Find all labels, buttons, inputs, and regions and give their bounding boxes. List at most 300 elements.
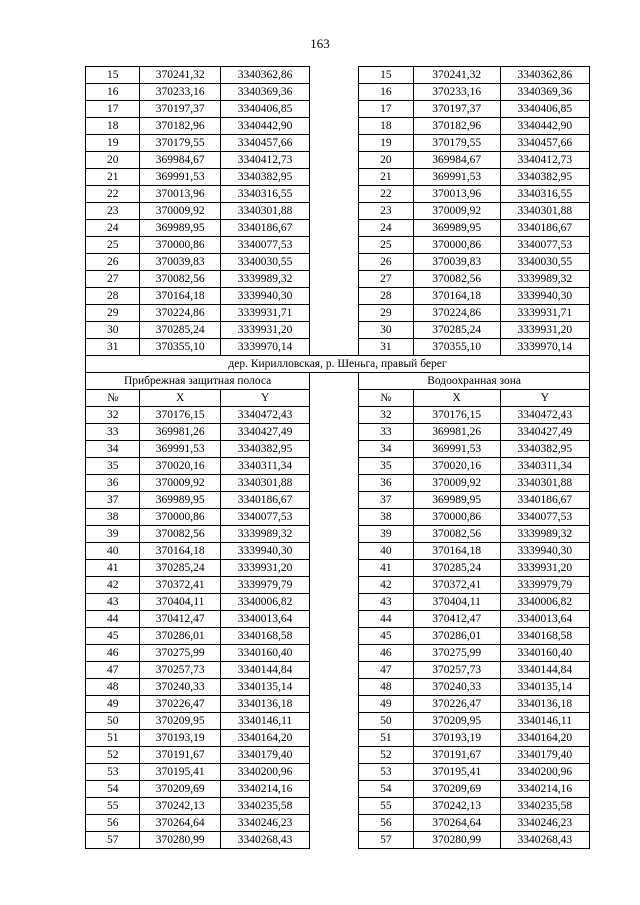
right-y-coordinate: 3340311,34 <box>500 458 589 475</box>
left-y-coordinate: 3340077,53 <box>220 509 309 526</box>
right-point-number: 56 <box>359 815 413 832</box>
left-y-coordinate: 3340136,18 <box>220 696 309 713</box>
left-point-number: 44 <box>86 611 140 628</box>
right-point-number: 28 <box>359 288 413 305</box>
right-y-coordinate: 3340442,90 <box>500 118 589 135</box>
left-y-coordinate: 3339931,20 <box>220 560 309 577</box>
column-header-row <box>86 390 590 407</box>
left-x-coordinate: 370412,47 <box>140 611 221 628</box>
right-x-coordinate: 370280,99 <box>413 832 500 849</box>
table-row <box>86 305 590 322</box>
table-row <box>86 662 590 679</box>
table-row <box>86 645 590 662</box>
right-x-coordinate: 370257,73 <box>413 662 500 679</box>
left-x-coordinate: 370009,92 <box>140 203 221 220</box>
top-rows <box>86 67 590 356</box>
right-point-number: 25 <box>359 237 413 254</box>
table-row <box>86 781 590 798</box>
right-x-coordinate: 370013,96 <box>413 186 500 203</box>
right-point-number: 26 <box>359 254 413 271</box>
right-point-number: 37 <box>359 492 413 509</box>
table-row <box>86 322 590 339</box>
table-row <box>86 407 590 424</box>
left-x-coordinate: 370209,95 <box>140 713 221 730</box>
left-point-number: 41 <box>86 560 140 577</box>
table-row <box>86 84 590 101</box>
table-row <box>86 628 590 645</box>
column-gap <box>310 645 359 662</box>
right-x-coordinate: 370179,55 <box>413 135 500 152</box>
right-point-number: 51 <box>359 730 413 747</box>
right-point-number: 16 <box>359 84 413 101</box>
left-point-number: 25 <box>86 237 140 254</box>
left-y-coordinate: 3339940,30 <box>220 288 309 305</box>
left-col-y-header: Y <box>220 390 309 407</box>
left-point-number: 33 <box>86 424 140 441</box>
right-point-number: 23 <box>359 203 413 220</box>
left-x-coordinate: 370209,69 <box>140 781 221 798</box>
left-y-coordinate: 3340311,34 <box>220 458 309 475</box>
table-row <box>86 118 590 135</box>
table-row <box>86 475 590 492</box>
left-y-coordinate: 3339931,71 <box>220 305 309 322</box>
table-row <box>86 815 590 832</box>
right-y-coordinate: 3340030,55 <box>500 254 589 271</box>
right-zone-title: Водоохранная зона <box>359 373 590 390</box>
column-gap <box>310 458 359 475</box>
table-row <box>86 730 590 747</box>
left-y-coordinate: 3340427,49 <box>220 424 309 441</box>
right-y-coordinate: 3340369,36 <box>500 84 589 101</box>
left-x-coordinate: 370233,16 <box>140 84 221 101</box>
left-x-coordinate: 370000,86 <box>140 237 221 254</box>
left-point-number: 21 <box>86 169 140 186</box>
column-gap <box>310 543 359 560</box>
right-y-coordinate: 3339979,79 <box>500 577 589 594</box>
table-row <box>86 186 590 203</box>
left-point-number: 16 <box>86 84 140 101</box>
right-point-number: 35 <box>359 458 413 475</box>
left-x-coordinate: 370182,96 <box>140 118 221 135</box>
right-x-coordinate: 370164,18 <box>413 288 500 305</box>
right-y-coordinate: 3340246,23 <box>500 815 589 832</box>
right-point-number: 31 <box>359 339 413 356</box>
left-x-coordinate: 370240,33 <box>140 679 221 696</box>
column-gap <box>310 254 359 271</box>
table-row <box>86 339 590 356</box>
left-y-coordinate: 3340246,23 <box>220 815 309 832</box>
table-row <box>86 832 590 849</box>
right-y-coordinate: 3339989,32 <box>500 271 589 288</box>
right-x-coordinate: 370009,92 <box>413 203 500 220</box>
column-gap <box>310 628 359 645</box>
table-row <box>86 560 590 577</box>
right-point-number: 15 <box>359 67 413 84</box>
table-row <box>86 169 590 186</box>
right-col-number-header: № <box>359 390 413 407</box>
right-x-coordinate: 370020,16 <box>413 458 500 475</box>
left-x-coordinate: 369989,95 <box>140 220 221 237</box>
left-x-coordinate: 370020,16 <box>140 458 221 475</box>
right-x-coordinate: 370082,56 <box>413 271 500 288</box>
table-row <box>86 526 590 543</box>
right-x-coordinate: 370241,32 <box>413 67 500 84</box>
right-x-coordinate: 369991,53 <box>413 441 500 458</box>
table-row <box>86 152 590 169</box>
left-y-coordinate: 3339989,32 <box>220 271 309 288</box>
right-point-number: 42 <box>359 577 413 594</box>
right-point-number: 54 <box>359 781 413 798</box>
right-y-coordinate: 3340179,40 <box>500 747 589 764</box>
right-x-coordinate: 370082,56 <box>413 526 500 543</box>
left-point-number: 47 <box>86 662 140 679</box>
column-gap <box>310 152 359 169</box>
column-gap <box>310 373 359 390</box>
column-gap <box>310 594 359 611</box>
left-y-coordinate: 3340268,43 <box>220 832 309 849</box>
left-point-number: 30 <box>86 322 140 339</box>
right-point-number: 29 <box>359 305 413 322</box>
left-x-coordinate: 370241,32 <box>140 67 221 84</box>
right-x-coordinate: 370264,64 <box>413 815 500 832</box>
column-gap <box>310 475 359 492</box>
right-x-coordinate: 370164,18 <box>413 543 500 560</box>
table-row <box>86 441 590 458</box>
left-zone-title: Прибрежная защитная полоса <box>86 373 310 390</box>
left-x-coordinate: 369991,53 <box>140 169 221 186</box>
left-x-coordinate: 369991,53 <box>140 441 221 458</box>
left-y-coordinate: 3340472,43 <box>220 407 309 424</box>
left-x-coordinate: 370164,18 <box>140 288 221 305</box>
right-x-coordinate: 370412,47 <box>413 611 500 628</box>
table-row <box>86 611 590 628</box>
right-point-number: 24 <box>359 220 413 237</box>
left-x-coordinate: 370164,18 <box>140 543 221 560</box>
column-gap <box>310 509 359 526</box>
left-y-coordinate: 3340006,82 <box>220 594 309 611</box>
left-y-coordinate: 3340186,67 <box>220 492 309 509</box>
column-gap <box>310 730 359 747</box>
left-point-number: 45 <box>86 628 140 645</box>
left-x-coordinate: 370242,13 <box>140 798 221 815</box>
right-y-coordinate: 3339931,20 <box>500 560 589 577</box>
right-point-number: 20 <box>359 152 413 169</box>
left-point-number: 39 <box>86 526 140 543</box>
column-gap <box>310 186 359 203</box>
table-row <box>86 543 590 560</box>
left-point-number: 38 <box>86 509 140 526</box>
left-point-number: 56 <box>86 815 140 832</box>
section-head <box>86 356 590 407</box>
column-gap <box>310 441 359 458</box>
left-y-coordinate: 3340301,88 <box>220 475 309 492</box>
left-x-coordinate: 370286,01 <box>140 628 221 645</box>
table-row <box>86 747 590 764</box>
left-point-number: 35 <box>86 458 140 475</box>
right-x-coordinate: 370242,13 <box>413 798 500 815</box>
right-point-number: 44 <box>359 611 413 628</box>
left-y-coordinate: 3339931,20 <box>220 322 309 339</box>
right-y-coordinate: 3340168,58 <box>500 628 589 645</box>
right-y-coordinate: 3340301,88 <box>500 203 589 220</box>
right-x-coordinate: 369991,53 <box>413 169 500 186</box>
right-x-coordinate: 370176,15 <box>413 407 500 424</box>
left-y-coordinate: 3340301,88 <box>220 203 309 220</box>
left-x-coordinate: 369984,67 <box>140 152 221 169</box>
left-x-coordinate: 370009,92 <box>140 475 221 492</box>
left-point-number: 53 <box>86 764 140 781</box>
column-gap <box>310 747 359 764</box>
left-point-number: 49 <box>86 696 140 713</box>
column-gap <box>310 288 359 305</box>
left-x-coordinate: 370264,64 <box>140 815 221 832</box>
right-point-number: 41 <box>359 560 413 577</box>
column-gap <box>310 237 359 254</box>
right-point-number: 30 <box>359 322 413 339</box>
left-x-coordinate: 370082,56 <box>140 271 221 288</box>
right-x-coordinate: 369981,26 <box>413 424 500 441</box>
right-x-coordinate: 370226,47 <box>413 696 500 713</box>
column-gap <box>310 101 359 118</box>
right-y-coordinate: 3340427,49 <box>500 424 589 441</box>
right-y-coordinate: 3340160,40 <box>500 645 589 662</box>
left-point-number: 26 <box>86 254 140 271</box>
table-row <box>86 492 590 509</box>
left-y-coordinate: 3340077,53 <box>220 237 309 254</box>
left-y-coordinate: 3340362,86 <box>220 67 309 84</box>
right-x-coordinate: 370224,86 <box>413 305 500 322</box>
table-row <box>86 254 590 271</box>
right-point-number: 19 <box>359 135 413 152</box>
column-gap <box>310 203 359 220</box>
left-point-number: 42 <box>86 577 140 594</box>
left-point-number: 43 <box>86 594 140 611</box>
table-row <box>86 220 590 237</box>
right-y-coordinate: 3340406,85 <box>500 101 589 118</box>
right-point-number: 34 <box>359 441 413 458</box>
right-x-coordinate: 369984,67 <box>413 152 500 169</box>
left-point-number: 18 <box>86 118 140 135</box>
table-row <box>86 101 590 118</box>
right-x-coordinate: 370197,37 <box>413 101 500 118</box>
left-y-coordinate: 3340179,40 <box>220 747 309 764</box>
table-row <box>86 696 590 713</box>
right-y-coordinate: 3340362,86 <box>500 67 589 84</box>
right-point-number: 50 <box>359 713 413 730</box>
right-x-coordinate: 370209,69 <box>413 781 500 798</box>
right-y-coordinate: 3339970,14 <box>500 339 589 356</box>
left-point-number: 20 <box>86 152 140 169</box>
table-row <box>86 424 590 441</box>
right-point-number: 40 <box>359 543 413 560</box>
table-row <box>86 577 590 594</box>
column-gap <box>310 322 359 339</box>
right-x-coordinate: 370193,19 <box>413 730 500 747</box>
table-row <box>86 288 590 305</box>
left-x-coordinate: 370275,99 <box>140 645 221 662</box>
right-y-coordinate: 3340301,88 <box>500 475 589 492</box>
left-y-coordinate: 3339979,79 <box>220 577 309 594</box>
table-row <box>86 713 590 730</box>
right-x-coordinate: 370000,86 <box>413 237 500 254</box>
right-y-coordinate: 3340135,14 <box>500 679 589 696</box>
right-y-coordinate: 3340186,67 <box>500 220 589 237</box>
column-gap <box>310 220 359 237</box>
right-x-coordinate: 370355,10 <box>413 339 500 356</box>
left-point-number: 24 <box>86 220 140 237</box>
column-gap <box>310 781 359 798</box>
right-x-coordinate: 370240,33 <box>413 679 500 696</box>
column-gap <box>310 611 359 628</box>
left-point-number: 37 <box>86 492 140 509</box>
right-col-x-header: X <box>413 390 500 407</box>
column-gap <box>310 526 359 543</box>
page-number: 163 <box>310 36 330 51</box>
right-y-coordinate: 3339940,30 <box>500 288 589 305</box>
right-point-number: 21 <box>359 169 413 186</box>
left-y-coordinate: 3340442,90 <box>220 118 309 135</box>
column-gap <box>310 271 359 288</box>
right-point-number: 52 <box>359 747 413 764</box>
left-point-number: 19 <box>86 135 140 152</box>
right-y-coordinate: 3340268,43 <box>500 832 589 849</box>
table-row <box>86 203 590 220</box>
column-gap <box>310 798 359 815</box>
table-row <box>86 509 590 526</box>
right-y-coordinate: 3340382,95 <box>500 441 589 458</box>
left-y-coordinate: 3340382,95 <box>220 169 309 186</box>
left-point-number: 57 <box>86 832 140 849</box>
left-y-coordinate: 3339989,32 <box>220 526 309 543</box>
right-x-coordinate: 370233,16 <box>413 84 500 101</box>
right-x-coordinate: 370286,01 <box>413 628 500 645</box>
right-point-number: 22 <box>359 186 413 203</box>
left-x-coordinate: 370355,10 <box>140 339 221 356</box>
column-gap <box>310 696 359 713</box>
left-y-coordinate: 3340235,58 <box>220 798 309 815</box>
left-x-coordinate: 370224,86 <box>140 305 221 322</box>
left-x-coordinate: 370191,67 <box>140 747 221 764</box>
right-x-coordinate: 370404,11 <box>413 594 500 611</box>
left-x-coordinate: 370226,47 <box>140 696 221 713</box>
right-point-number: 33 <box>359 424 413 441</box>
left-x-coordinate: 370179,55 <box>140 135 221 152</box>
right-col-y-header: Y <box>500 390 589 407</box>
column-gap <box>310 679 359 696</box>
right-y-coordinate: 3339940,30 <box>500 543 589 560</box>
right-point-number: 27 <box>359 271 413 288</box>
right-x-coordinate: 370000,86 <box>413 509 500 526</box>
left-y-coordinate: 3340214,16 <box>220 781 309 798</box>
column-gap <box>310 662 359 679</box>
right-point-number: 38 <box>359 509 413 526</box>
left-point-number: 34 <box>86 441 140 458</box>
left-point-number: 36 <box>86 475 140 492</box>
left-point-number: 52 <box>86 747 140 764</box>
left-y-coordinate: 3340316,55 <box>220 186 309 203</box>
zone-title-row <box>86 373 590 390</box>
column-gap <box>310 815 359 832</box>
right-point-number: 46 <box>359 645 413 662</box>
left-y-coordinate: 3340013,64 <box>220 611 309 628</box>
left-y-coordinate: 3339970,14 <box>220 339 309 356</box>
right-y-coordinate: 3340013,64 <box>500 611 589 628</box>
right-point-number: 57 <box>359 832 413 849</box>
column-gap <box>310 118 359 135</box>
column-gap <box>310 713 359 730</box>
right-y-coordinate: 3339931,20 <box>500 322 589 339</box>
left-x-coordinate: 370013,96 <box>140 186 221 203</box>
left-col-number-header: № <box>86 390 140 407</box>
column-gap <box>310 424 359 441</box>
column-gap <box>310 407 359 424</box>
right-y-coordinate: 3340214,16 <box>500 781 589 798</box>
left-y-coordinate: 3340382,95 <box>220 441 309 458</box>
left-y-coordinate: 3340146,11 <box>220 713 309 730</box>
left-x-coordinate: 370404,11 <box>140 594 221 611</box>
column-gap <box>310 67 359 84</box>
left-y-coordinate: 3340200,96 <box>220 764 309 781</box>
right-x-coordinate: 370372,41 <box>413 577 500 594</box>
right-x-coordinate: 370275,99 <box>413 645 500 662</box>
right-point-number: 36 <box>359 475 413 492</box>
table-row <box>86 237 590 254</box>
right-y-coordinate: 3340200,96 <box>500 764 589 781</box>
column-gap <box>310 492 359 509</box>
left-point-number: 28 <box>86 288 140 305</box>
left-x-coordinate: 370195,41 <box>140 764 221 781</box>
left-y-coordinate: 3340168,58 <box>220 628 309 645</box>
left-point-number: 48 <box>86 679 140 696</box>
bottom-rows <box>86 407 590 849</box>
right-y-coordinate: 3340077,53 <box>500 237 589 254</box>
right-point-number: 39 <box>359 526 413 543</box>
left-x-coordinate: 370257,73 <box>140 662 221 679</box>
left-point-number: 22 <box>86 186 140 203</box>
left-col-x-header: X <box>140 390 221 407</box>
right-y-coordinate: 3340412,73 <box>500 152 589 169</box>
table-row <box>86 679 590 696</box>
table-row <box>86 271 590 288</box>
right-y-coordinate: 3340006,82 <box>500 594 589 611</box>
right-y-coordinate: 3340382,95 <box>500 169 589 186</box>
right-x-coordinate: 370191,67 <box>413 747 500 764</box>
right-x-coordinate: 370285,24 <box>413 560 500 577</box>
right-x-coordinate: 370182,96 <box>413 118 500 135</box>
column-gap <box>310 135 359 152</box>
left-x-coordinate: 370197,37 <box>140 101 221 118</box>
left-y-coordinate: 3340186,67 <box>220 220 309 237</box>
left-point-number: 55 <box>86 798 140 815</box>
left-x-coordinate: 370285,24 <box>140 322 221 339</box>
left-x-coordinate: 370000,86 <box>140 509 221 526</box>
right-point-number: 49 <box>359 696 413 713</box>
left-x-coordinate: 370082,56 <box>140 526 221 543</box>
right-point-number: 17 <box>359 101 413 118</box>
column-gap <box>310 339 359 356</box>
left-point-number: 40 <box>86 543 140 560</box>
left-point-number: 46 <box>86 645 140 662</box>
left-point-number: 27 <box>86 271 140 288</box>
right-y-coordinate: 3340146,11 <box>500 713 589 730</box>
right-x-coordinate: 370039,83 <box>413 254 500 271</box>
table-row <box>86 135 590 152</box>
left-x-coordinate: 370285,24 <box>140 560 221 577</box>
left-point-number: 50 <box>86 713 140 730</box>
right-y-coordinate: 3340077,53 <box>500 509 589 526</box>
right-y-coordinate: 3339931,71 <box>500 305 589 322</box>
right-y-coordinate: 3340186,67 <box>500 492 589 509</box>
